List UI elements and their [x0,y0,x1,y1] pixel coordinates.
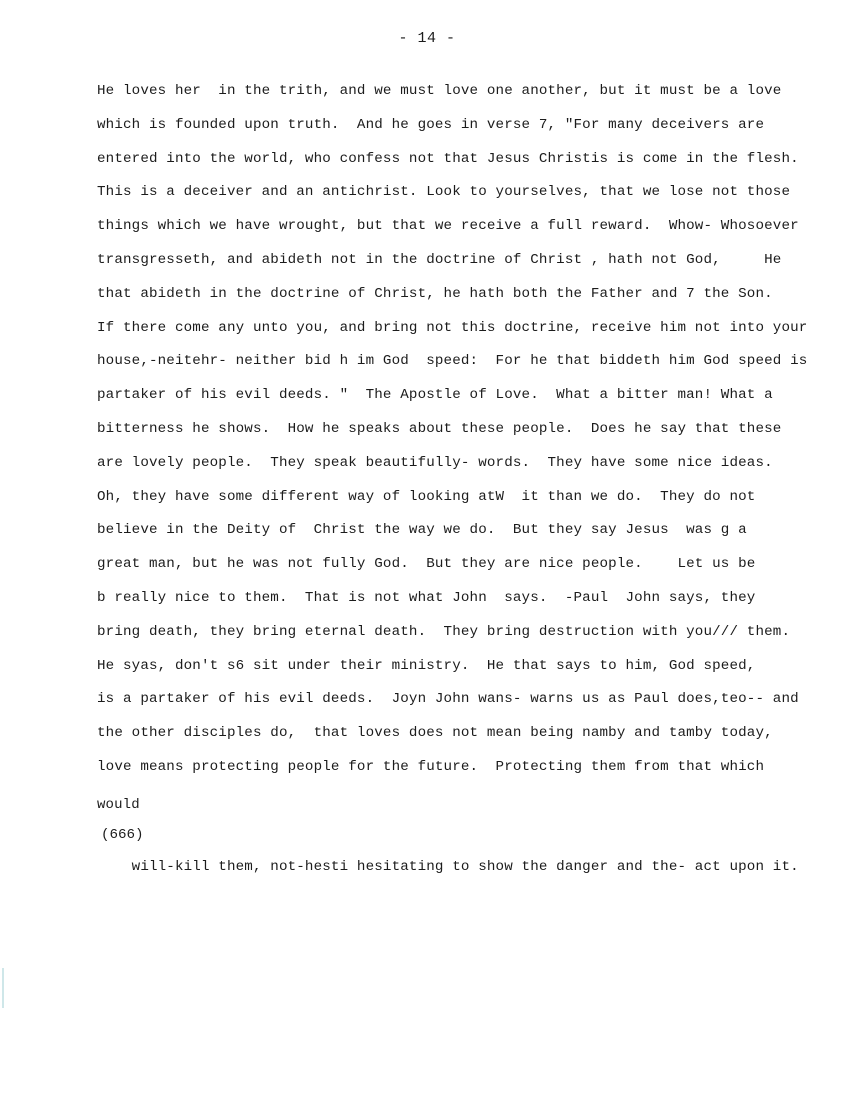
footer-number: (666) [101,827,144,843]
text-line: Oh, they have some different way of looking atW it than we do. They do not [97,488,756,505]
text-line: If there come any unto you, and bring not this doctrine, receive him not into your [97,319,808,336]
text-line: believe in the Deity of Christ the way we do. But they say Jesus was g a [97,522,747,539]
text-line: house,-neitehr- neither bid h im God speed: For he that biddeth him God speed is [97,353,808,370]
text-line: This is a deceiver and an antichrist. Look to yourselves, that we lose not those [97,184,791,201]
scan-edge-mark [2,968,4,1008]
text-line: is a partaker of his evil deeds. Joyn John wans- warns us as Paul does,teo-- and [97,691,799,708]
text-line: things which we have wrought, but that we receive a full reward. Whow- Whosoever [97,218,799,235]
text-line: which is founded upon truth. And he goes in verse 7, "For many deceivers are [97,116,765,133]
text-line: He syas, don't s6 sit under their ministry. He that says to him, God speed, [97,657,756,674]
text-line: He loves her in the trith, and we must love one another, but it must be a love [97,83,782,99]
text-line: bitterness he shows. How he speaks about these people. Does he say that these [97,420,782,437]
text-line: that abideth in the doctrine of Christ, he hath both the Father and 7 the Son. [97,285,773,302]
page-number: - 14 - [398,30,456,47]
interline-insert: would [97,796,140,813]
text-line: transgresseth, and abideth not in the doctrine of Christ , hath not God, He [97,251,782,268]
text-line: the other disciples do, that loves does not mean being namby and tamby today, [97,725,773,742]
text-line: love means protecting people for the future. Protecting them from that which [97,758,765,775]
text-line: partaker of his evil deeds. " The Apostle of Love. What a bitter man! What a [97,387,773,404]
text-line: entered into the world, who confess not that Jesus Christis is come in the flesh. [97,150,799,167]
text-line-content: will-kill them, not-hesti hesitating to show the danger and the- act upon it. [131,858,799,875]
text-line: bring death, they bring eternal death. They bring destruction with you/// them. [97,623,791,640]
text-line: are lovely people. They speak beautifully- words. They have some nice ideas. [97,454,773,471]
text-line: b really nice to them. That is not what John says. -Paul John says, they [97,589,756,606]
text-line: great man, but he was not fully God. But they are nice people. Let us be [97,556,756,573]
